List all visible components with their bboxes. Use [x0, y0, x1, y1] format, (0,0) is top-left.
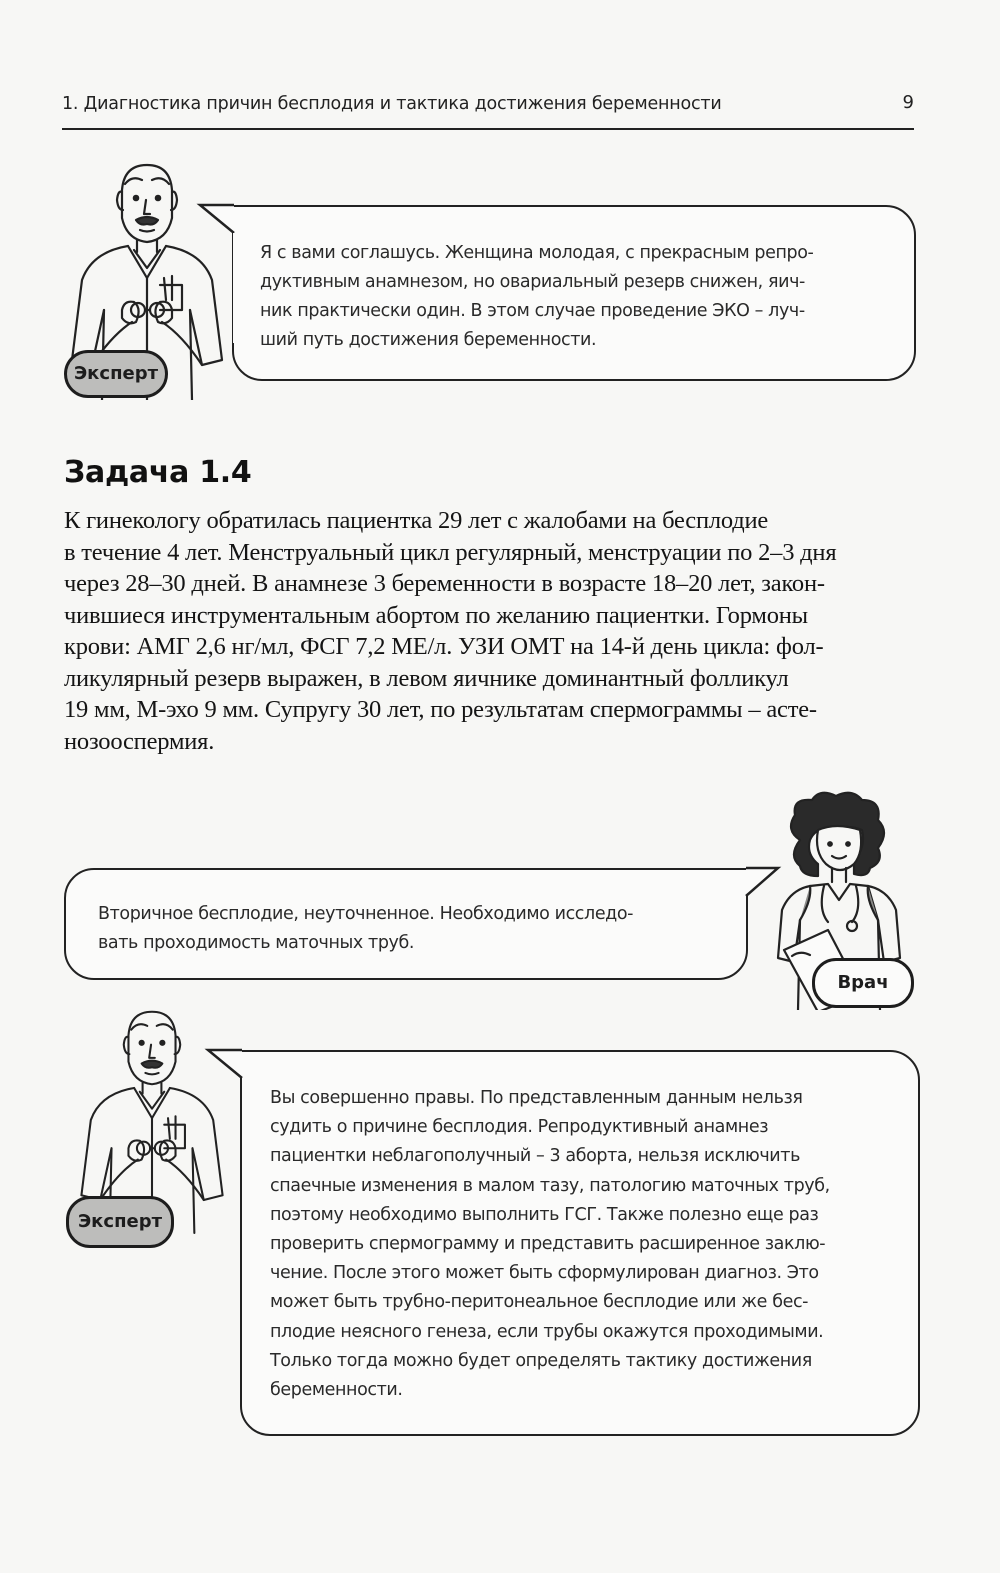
- speech-bubble: [232, 205, 916, 381]
- dialog-text: Я с вами соглашусь. Женщина молодая, с прекрасным репро- дуктивным анамнезом, но овариальный резерв снижен, яич- ник практически один. В этом случае проведение ЭКО – луч- ший путь достижения беременности.: [260, 243, 814, 350]
- task-title: Задача 1.4: [64, 455, 252, 490]
- bubble-tail: [206, 1048, 246, 1088]
- task-description: К гинекологу обратилась пациентка 29 лет с жалобами на бесплодие в течение 4 лет. Менструальный цикл регулярный, менструации по 2–3 дня через 28–30 дней. В анамнезе 3 беременности в возрасте 18–20 лет, закон- чившиеся инструментальным абортом по желанию пациентки. Гормоны крови: АМГ 2,6 нг/мл, ФСГ 7,2 МЕ/л. УЗИ ОМТ на 14-й день цикла: фол- ликулярный резерв выражен, в левом яичнике доминантный фолликул 19 мм, М-эхо 9 мм. Супругу 30 лет, по результатам спермограммы – асте- нозооспермия.: [64, 507, 837, 755]
- speech-bubble: [64, 868, 748, 980]
- speech-bubble: [240, 1050, 920, 1436]
- dialog-text: Вторичное бесплодие, неуточненное. Необходимо исследо- вать проходимость маточных труб.: [98, 904, 634, 953]
- running-header: [62, 88, 914, 130]
- page-number: 9: [902, 92, 914, 113]
- bubble-tail: [198, 203, 238, 393]
- expert-badge: Эксперт: [66, 1196, 174, 1248]
- doctor-badge: Врач: [812, 958, 914, 1008]
- expert-badge: Эксперт: [64, 350, 168, 398]
- dialog-text: Вы совершенно правы. По представленным данным нельзя судить о причине бесплодия. Репродуктивный анамнез пациентки неблагополучный – 3 аборта, нельзя исключить спаечные изменения в малом тазу, патологию маточных труб, поэтому необходимо выполнить ГСГ. Также полезно еще раз проверить спермограмму и представить расширенное заклю- чение. После этого может быть сформулирован диагноз. Это может быть трубно-перитонеальное бесплодие или же бес- плодие неясного генеза, если трубы окажутся проходимыми. Только тогда можно будет определять тактику достижения беременности.: [270, 1088, 830, 1401]
- chapter-title: 1. Диагностика причин бесплодия и тактика достижения беременности: [62, 94, 722, 114]
